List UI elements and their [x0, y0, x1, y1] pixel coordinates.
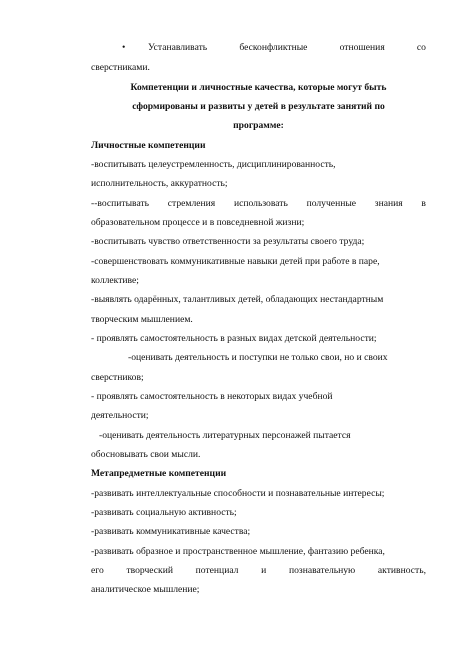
word: активность, — [377, 565, 426, 576]
section-heading-line-1: Компетенции и личностные качества, которые могут быть — [130, 82, 387, 93]
bullet-continuation: сверстниками. — [91, 62, 150, 73]
word: и — [261, 565, 267, 576]
text-line: -развивать образное и пространственное мышление, фантазию ребенка, — [91, 546, 385, 557]
text-line: -развивать интеллектуальные способности и познавательные интересы; — [91, 488, 385, 499]
text-line: -совершенствовать коммуникативные навыки детей при работе в паре, — [91, 256, 380, 267]
text-line: -развивать коммуникативные качества; — [91, 526, 251, 537]
text-line: -воспитывать целеустремленность, дисциплинированность, — [91, 159, 336, 170]
bullet-word: со — [416, 42, 426, 53]
bullet-marker: • — [122, 42, 126, 53]
text-line: -развивать социальную активность; — [91, 507, 237, 518]
text-line: исполнительность, аккуратность; — [91, 178, 228, 189]
text-line: - проявлять самостоятельность в разных видах детской деятельности; — [91, 333, 377, 344]
bullet-word: Устанавливать — [148, 42, 208, 53]
text-line-justified — [91, 194, 426, 213]
text-line: -воспитывать чувство ответственности за результаты своего труда; — [91, 236, 365, 247]
text-line: сверстников; — [91, 372, 144, 383]
personal-competences-title: Личностные компетенции — [91, 140, 206, 151]
text-line: -выявлять одарённых, талантливых детей, обладающих нестандартным — [91, 294, 384, 305]
word: --воспитывать — [91, 198, 150, 209]
text-line: творческим мышлением. — [91, 314, 193, 325]
word: использовать — [233, 198, 288, 209]
text-line-justified — [91, 561, 426, 580]
bullet-word: бесконфликтные — [239, 42, 308, 53]
word: творческий — [126, 565, 173, 576]
section-heading-line-2: сформированы и развиты у детей в результате занятий по — [132, 101, 385, 112]
text-line: - проявлять самостоятельность в некоторых видах учебной — [91, 391, 333, 402]
word: познавательную — [288, 565, 356, 576]
section-heading-line-3: программе: — [233, 120, 284, 131]
text-line-indented: -оценивать деятельность литературных персонажей пытается — [99, 430, 351, 441]
text-line: обосновывать свои мысли. — [91, 449, 201, 460]
text-line: деятельности; — [91, 410, 149, 421]
meta-competences-title: Метапредметные компетенции — [91, 468, 227, 479]
text-line: аналитическое мышление; — [91, 584, 200, 595]
word: потенциал — [195, 565, 239, 576]
word: в — [421, 198, 426, 209]
text-line-indented: -оценивать деятельность и поступки не только свои, но и своих — [128, 352, 388, 363]
bullet-word: отношения — [339, 42, 385, 53]
word: стремления — [167, 198, 216, 209]
word: знания — [374, 198, 403, 209]
word: его — [91, 565, 104, 576]
bullet-line — [148, 38, 426, 57]
word: полученные — [306, 198, 357, 209]
text-line: коллективе; — [91, 275, 139, 286]
text-line: образовательном процессе и в повседневной жизни; — [91, 217, 305, 228]
